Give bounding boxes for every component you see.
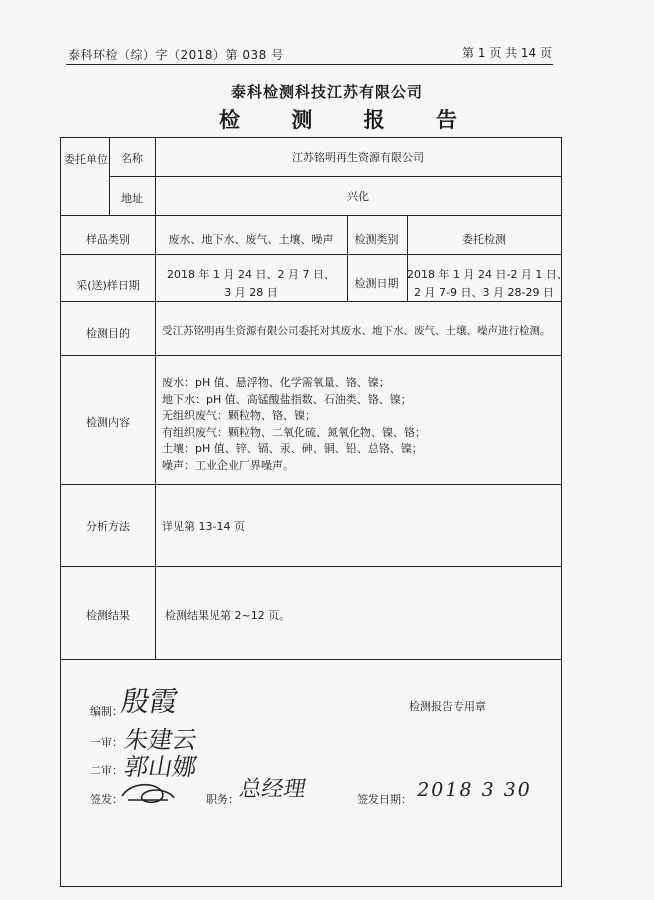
- content-line: 地下水：pH 值、高锰酸盐指数、石油类、铬、镍；: [162, 392, 412, 406]
- sample-type-label: 样品类别: [86, 233, 130, 246]
- content-line: 无组织废气：颗粒物、铬、镍；: [162, 409, 316, 422]
- sampling-date-label: 采(送)样日期: [76, 279, 140, 292]
- report-number: 泰科环检（综）字（2018）第 038 号: [68, 48, 284, 62]
- result-value: 检测结果见第 2~12 页。: [165, 609, 291, 622]
- position-signature: 总经理: [237, 777, 308, 802]
- signer-signature: [118, 778, 178, 808]
- result-label: 检测结果: [86, 609, 130, 622]
- signer-label: 签发：: [90, 793, 123, 806]
- address-label: 地址: [121, 192, 143, 205]
- issue-date-label: 签发日期：: [357, 793, 412, 806]
- content-label: 检测内容: [86, 416, 130, 429]
- review2-label: 二审：: [90, 764, 123, 777]
- content-list: [162, 375, 426, 474]
- row-divider: [61, 484, 561, 485]
- purpose-value: 受江苏铭明再生资源有限公司委托对其废水、地下水、废气、土壤、噪声进行检测。: [162, 325, 551, 337]
- review1-label: 一审：: [90, 736, 123, 749]
- issue-date-handwritten: 2018 3 30: [415, 779, 534, 801]
- report-title: 检 测 报 告: [219, 108, 479, 132]
- position-label: 职务：: [206, 793, 239, 806]
- review2-signature: 郭山娜: [122, 753, 200, 781]
- content-line: 有组织废气：颗粒物、二氧化硫、氮氧化物、镍、铬；: [162, 425, 426, 439]
- row-divider: [61, 566, 561, 567]
- content-line: 废水：pH 值、悬浮物、化学需氧量、铬、镍；: [162, 376, 390, 389]
- company-name: 泰科检测科技江苏有限公司: [230, 83, 423, 101]
- client-group-label: 委托单位: [64, 153, 108, 166]
- row-divider: [61, 215, 561, 216]
- review1-signature: 朱建云: [122, 726, 200, 754]
- row-divider: [61, 355, 561, 356]
- row-divider: [109, 176, 561, 177]
- seal-text: 检测报告专用章: [409, 700, 486, 713]
- method-label: 分析方法: [86, 520, 130, 533]
- sampling-date-line-1: 2018 年 1 月 24 日、2 月 7 日、: [167, 268, 335, 281]
- content-line: 噪声：工业企业厂界噪声。: [162, 458, 294, 472]
- row-divider: [61, 254, 561, 255]
- method-value: 详见第 13-14 页: [162, 520, 245, 533]
- compiler-signature: 殷霞: [118, 685, 181, 718]
- row-divider: [61, 301, 561, 302]
- test-type-label: 检测类别: [354, 233, 399, 246]
- testing-date-label: 检测日期: [354, 277, 399, 290]
- testing-date-line-1: 2018 年 1 月 24 日-2 月 1 日、: [407, 268, 568, 281]
- row-divider: [61, 659, 561, 660]
- testing-date-line-2: 2 月 7-9 日、3 月 28-29 日: [414, 286, 554, 299]
- purpose-label: 检测目的: [86, 327, 130, 340]
- col-divider: [155, 138, 156, 659]
- compiler-label: 编制：: [90, 705, 123, 718]
- address-value: 兴化: [347, 190, 369, 203]
- content-line: 土壤：pH 值、锌、镉、汞、砷、铜、铅、总铬、镍；: [162, 442, 423, 455]
- page-info: 第 1 页 共 14 页: [462, 46, 552, 60]
- sample-type-value: 废水、地下水、废气、土壤、噪声: [168, 233, 334, 246]
- name-value: 江苏铭明再生资源有限公司: [292, 151, 424, 164]
- sampling-date-line-2: 3 月 28 日: [224, 286, 278, 299]
- test-type-value: 委托检测: [462, 233, 506, 246]
- header-divider: [66, 64, 553, 65]
- name-label: 名称: [121, 152, 143, 165]
